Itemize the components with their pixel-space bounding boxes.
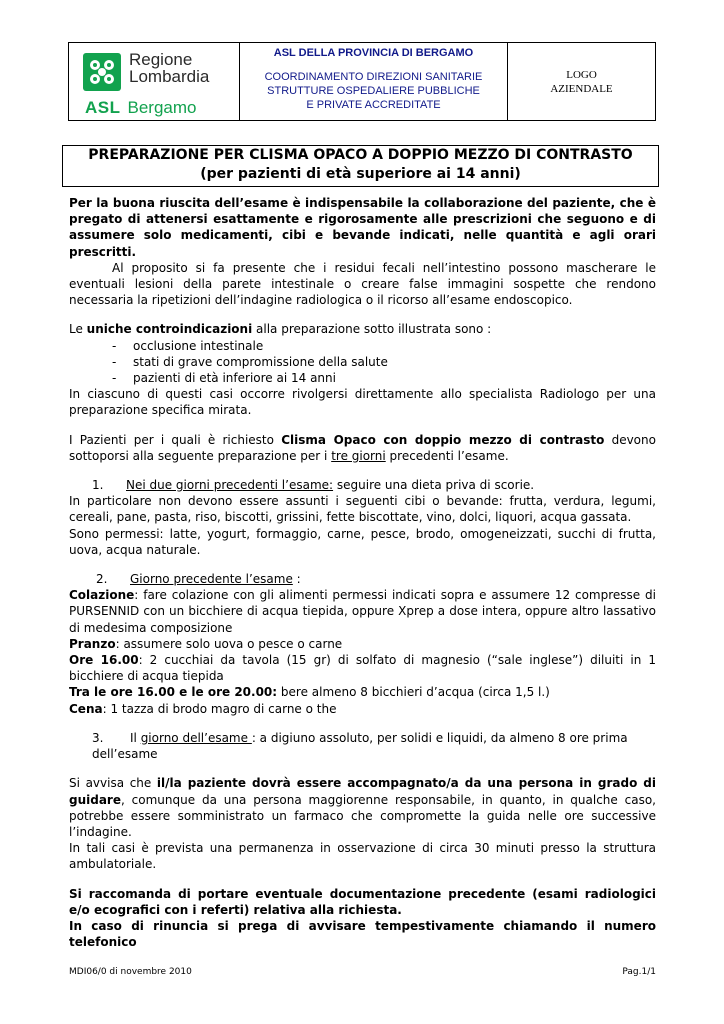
step-1-forbidden: In particolare non devono essere assunti i seguenti cibi o bevande: frutta, verdura, legumi, cereali, pane, pasta, riso, biscotti, grissini, fette biscottate, vino, dolci, liquori, acqua gassata. xyxy=(69,494,656,525)
org-line-1: COORDINAMENTO DIREZIONI SANITARIE xyxy=(264,71,483,83)
step-1: 1. Nei due giorni precedenti l’esame: seguire una dieta priva di scorie. xyxy=(92,478,535,493)
footer-document-code: MDI06/0 di novembre 2010 xyxy=(69,967,192,977)
org-title: ASL DELLA PROVINCIA DI BERGAMO xyxy=(273,47,474,59)
step-2-tra: Tra le ore 16.00 e le ore 20.00: bere almeno 8 bicchieri d’acqua (circa 1,5 l.) xyxy=(69,685,550,700)
org-line-3: E PRIVATE ACCREDITATE xyxy=(306,99,441,111)
org-subtitle xyxy=(240,70,507,112)
logo-asl: ASL xyxy=(85,98,121,117)
footer-page-number: Pag.1/1 xyxy=(622,967,656,977)
notice-stay: In tali casi è prevista una permanenza in osservazione di circa 30 minuti presso la struttura ambulatoriale. xyxy=(69,841,656,872)
logo-placeholder-line-1: LOGO xyxy=(566,68,597,81)
step-3: 3. Il giorno dell’esame : a digiuno assoluto, per solidi e liquidi, da almeno 8 ore prima dell’esame xyxy=(92,730,628,762)
contraindications-lead: Le uniche controindicazioni alla preparazione sotto illustrata sono : xyxy=(69,322,492,337)
logo-placeholder-line-2: AZIENDALE xyxy=(550,82,613,95)
contraindications-note: In ciascuno di questi casi occorre rivolgersi direttamente allo specialista Radiologo per una preparazione specifica mirata. xyxy=(69,387,656,418)
intro-paragraph: Al proposito si fa presente che i residui fecali nell’intestino possono mascherare le eventuali lesioni della parete intestinale o creare false immagini sospette che rendono necessaria la ripetizioni dell’indagine radiologica o il ricorso all’esame endoscopico. xyxy=(69,260,656,308)
document-title xyxy=(62,145,659,187)
header-organization xyxy=(240,43,508,120)
logo-line-regione: Regione xyxy=(129,50,193,69)
step-2-colazione: Colazione: fare colazione con gli alimenti permessi indicati sopra e assumere 12 compresse di PURSENNID con un bicchiere di acqua tiepida, oppure Xprep a dose intera, oppure altro lassativo di medesima composizione xyxy=(69,588,656,635)
asl-logo xyxy=(69,43,240,120)
step-1-allowed: Sono permessi: latte, yogurt, formaggio, carne, pesce, brodo, omogeneizzati, succhi di frutta, uova, acqua naturale. xyxy=(69,526,656,557)
notice-paragraph: Si avvisa che il/la paziente dovrà essere accompagnato/a da una persona in grado di guidare, comunque da una persona maggiorenne responsabile, in quanto, in qualche caso, potrebbe essere somministrato un farmaco che compromette la guida nelle ore successive l’indagine. xyxy=(69,776,656,839)
company-logo-placeholder xyxy=(508,43,655,120)
list-item: - occlusione intestinale xyxy=(112,338,264,353)
logo-regione-text xyxy=(129,51,209,85)
intro-bold-paragraph: Per la buona riuscita dell’esame è indispensabile la collaborazione del paziente, che è pregato di attenersi esattamente e rigorosamente alle prescrizioni che seguono e di assumere solo medicamenti, cibi e bevande indicati, nelle quantità e agli orari prescritti. xyxy=(69,196,656,259)
title-line-1: PREPARAZIONE PER CLISMA OPACO A DOPPIO MEZZO DI CONTRASTO xyxy=(88,147,633,163)
patients-paragraph: I Pazienti per i quali è richiesto Clisma Opaco con doppio mezzo di contrasto devono sottoporsi alla seguente preparazione per i tre giorni precedenti l’esame. xyxy=(69,432,656,463)
step-2-cena: Cena: 1 tazza di brodo magro di carne o the xyxy=(69,701,337,716)
list-item: - stati di grave compromissione della salute xyxy=(112,354,388,369)
list-item: - pazienti di età inferiore ai 14 anni xyxy=(112,371,336,386)
step-2: 2. Giorno precedente l’esame : xyxy=(96,572,301,587)
org-line-2: STRUTTURE OSPEDALIERE PUBBLICHE xyxy=(267,85,480,97)
closing-cancellation: In caso di rinuncia si prega di avvisare tempestivamente chiamando il numero telefonico xyxy=(69,918,656,950)
step-2-ore: Ore 16.00: 2 cucchiai da tavola (15 gr) di solfato di magnesio (“sale inglese”) diluiti in 1 bicchiere di acqua tiepida xyxy=(69,653,656,684)
logo-line-lombardia: Lombardia xyxy=(129,67,210,86)
logo-city: Bergamo xyxy=(127,98,197,117)
contraindications-list xyxy=(69,338,656,387)
header-table xyxy=(68,42,656,121)
logo-asl-text xyxy=(85,98,196,118)
title-line-2: (per pazienti di età superiore ai 14 anni) xyxy=(200,166,521,182)
document-body xyxy=(69,195,656,950)
step-2-pranzo: Pranzo: assumere solo uova o pesce o carne xyxy=(69,636,343,651)
closing-documentation: Si raccomanda di portare eventuale documentazione precedente (esami radiologici e/o ecografici con i referti) relativa alla richiesta. xyxy=(69,886,656,917)
lombardia-rose-icon xyxy=(83,53,121,91)
